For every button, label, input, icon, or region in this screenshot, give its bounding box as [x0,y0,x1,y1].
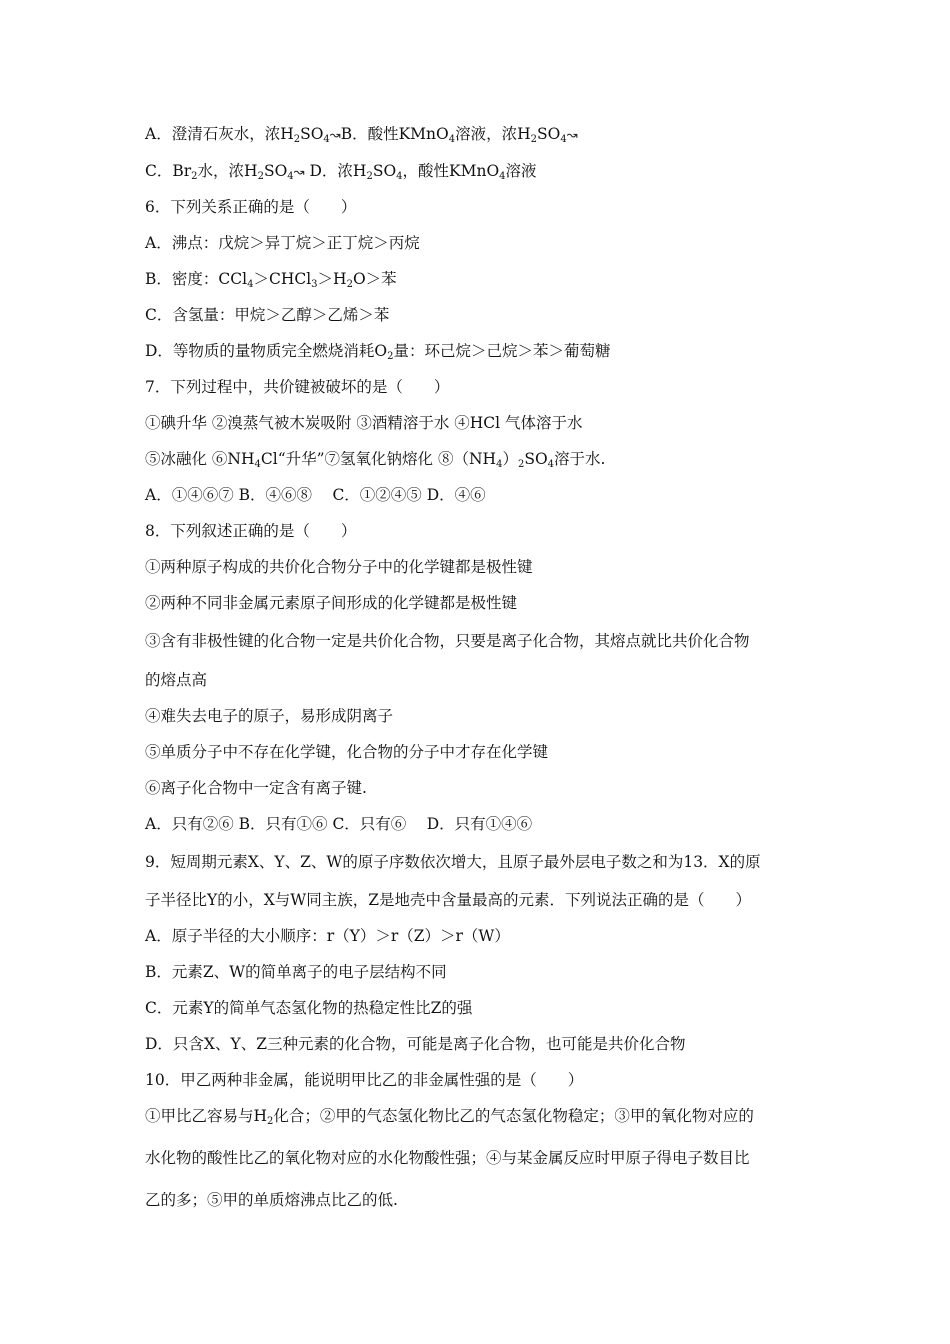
q8-statement-3b: 的熔点高 [145,671,208,689]
q10-stem: 10．甲乙两种非金属，能说明甲比乙的非金属性强的是（ ） [145,1071,584,1089]
q8-options: A．只有②⑥ B．只有①⑥ C．只有⑥ D．只有①④⑥ [145,815,533,833]
q7-items-2: ⑤冰融化 $⑥NH_4Cl“$升华”⑦氢氧化钠熔化 $⑧(NH_4)_2SO_4$溶于水. [145,450,606,470]
q5-option-d-text: D．浓H [309,162,367,180]
q8-statement-6: ⑥离子化合物中一定含有离子键. [145,779,367,797]
q6-option-a: A．沸点：戊烷＞异丁烷＞正丁烷＞丙烷 [145,234,420,252]
q5-option-b-text: B．酸性KMnO [340,125,449,143]
q8-statement-5: ⑤单质分子中不存在化学键，化合物的分子中才存在化学键 [145,743,549,761]
q7-items-1: ①碘升华 ②溴蒸气被木炭吸附 ③酒精溶于水 ④HCl 气体溶于水 [145,414,583,432]
q9-option-d: D．只含X、Y、Z三种元素的化合物，可能是离子化合物，也可能是共价化合物 [145,1035,686,1053]
q6-option-c: C．含氢量：甲烷＞乙醇＞乙烯＞苯 [145,306,390,324]
q7-stem: 7．下列过程中，共价键被破坏的是（ ） [145,378,450,396]
q10-line-3: 乙的多；⑤甲的单质熔沸点比乙的低. [145,1191,398,1209]
squiggle-icon: ↝ [566,128,578,143]
q5-option-c-text: C．Br [145,162,192,180]
squiggle-icon: ↝ [329,128,341,143]
q5-options-cd: C．$Br_2$水，浓$H_2SO_4↝$ D．浓$H_2SO_4$，酸性KMnO$_4$溶液 [145,162,537,182]
q8-statement-4: ④难失去电子的原子，易形成阴离子 [145,707,394,725]
q9-option-b: B．元素Z、W的简单离子的电子层结构不同 [145,963,447,981]
q8-stem: 8．下列叙述正确的是（ ） [145,522,357,540]
q5-option-a-text: A．澄清石灰水，浓H [145,125,294,143]
q9-option-a: A．原子半径的大小顺序：r（Y）＞r（Z）＞r（W） [145,927,510,945]
q5-options-ab: A．澄清石灰水，浓$H_2SO_4↝B$．酸性KMnO$_4$溶液，浓$H_2SO_4↝$ [145,125,578,145]
q6-option-d: D．等物质的量物质完全燃烧消耗$O_2$量：环己烷＞己烷＞苯＞葡萄糖 [145,342,611,362]
q8-statement-1: ①两种原子构成的共价化合物分子中的化学键都是极性键 [145,558,533,576]
q10-line-2: 水化物的酸性比乙的氧化物对应的水化物酸性强；④与某金属反应时甲原子得电子数目比 [145,1149,750,1167]
squiggle-icon: ↝ [293,165,305,180]
q7-options: A．①④⑥⑦ B．④⑥⑧ C．①②④⑤ D．④⑥ [145,486,486,504]
q8-statement-2: ②两种不同非金属元素原子间形成的化学键都是极性键 [145,594,518,612]
q8-statement-3a: ③含有非极性键的化合物一定是共价化合物，只要是离子化合物，其熔点就比共价化合物 [145,632,750,650]
q6-stem: 6．下列关系正确的是（ ） [145,198,357,216]
q6-option-b: B．密度：$CCl_4>CHCl_3>H_2O>$苯 [145,270,397,290]
q9-option-c: C．元素Y的简单气态氢化物的热稳定性比Z的强 [145,999,473,1017]
q9-stem-2: 子半径比Y的小，X与W同主族，Z是地壳中含量最高的元素．下列说法正确的是（ ） [145,891,751,909]
q10-line-1: ①甲比乙容易与$H_2$化合；②甲的气态氢化物比乙的气态氢化物稳定；③甲的氧化物对应的 [145,1107,754,1127]
q9-stem-1: 9．短周期元素X、Y、Z、W的原子序数依次增大，且原子最外层电子数之和为13．X的原 [145,853,761,871]
